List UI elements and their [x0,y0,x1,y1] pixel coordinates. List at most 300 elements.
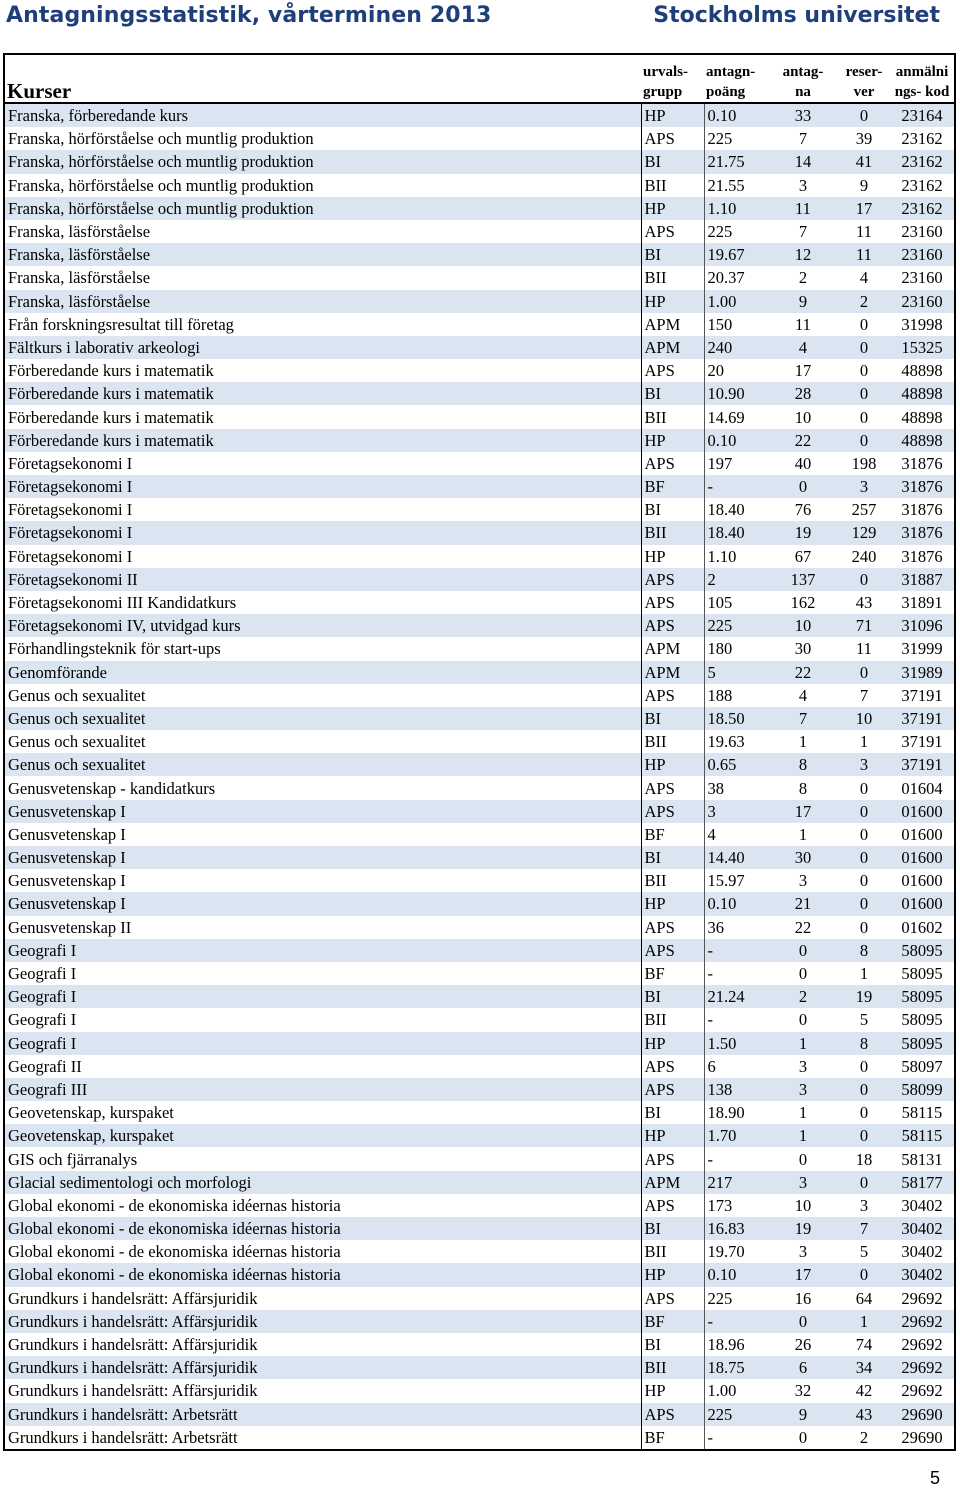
admission-points-cell: 0.10 [704,1263,768,1286]
selection-group-cell: APS [641,452,704,475]
admitted-cell: 1 [768,823,838,846]
selection-group-cell: APS [641,568,704,591]
course-name-cell: Grundkurs i handelsrätt: Affärsjuridik [5,1356,641,1379]
course-name-cell: Geovetenskap, kurspaket [5,1101,641,1124]
course-name-cell: Geografi III [5,1078,641,1101]
reserves-cell: 19 [838,985,890,1008]
reserves-cell: 1 [838,1310,890,1333]
selection-group-cell: HP [641,197,704,220]
application-code-cell: 31876 [890,475,954,498]
application-code-cell: 58095 [890,962,954,985]
selection-group-cell: HP [641,1263,704,1286]
application-code-cell: 31876 [890,498,954,521]
admission-points-cell: 10.90 [704,382,768,405]
admission-points-cell: - [704,475,768,498]
table-row [5,614,954,637]
table-header-row [5,55,954,103]
admitted-cell: 0 [768,939,838,962]
selection-group-cell: BI [641,985,704,1008]
reserves-cell: 0 [838,359,890,382]
admitted-cell: 40 [768,452,838,475]
admission-points-cell: 4 [704,823,768,846]
admitted-cell: 4 [768,336,838,359]
reserves-cell: 0 [838,1078,890,1101]
document-title: Antagningsstatistik, vårterminen 2013 [6,3,492,28]
course-name-cell: Genusvetenskap I [5,892,641,915]
admitted-cell: 19 [768,521,838,544]
application-code-cell: 48898 [890,359,954,382]
reserves-cell: 5 [838,1240,890,1263]
application-code-cell: 23164 [890,103,954,127]
table-row [5,521,954,544]
admission-points-cell: 6 [704,1055,768,1078]
admitted-cell: 11 [768,313,838,336]
course-name-cell: Franska, läsförståelse [5,220,641,243]
admission-points-cell: - [704,1310,768,1333]
course-name-cell: Franska, läsförståelse [5,243,641,266]
admission-points-cell: 225 [704,1403,768,1426]
admission-points-cell: 240 [704,336,768,359]
admission-points-cell: 18.75 [704,1356,768,1379]
selection-group-cell: BI [641,498,704,521]
admitted-cell: 32 [768,1379,838,1402]
admitted-cell: 9 [768,1403,838,1426]
reserves-cell: 11 [838,220,890,243]
admitted-cell: 1 [768,1124,838,1147]
reserves-cell: 0 [838,1263,890,1286]
course-name-cell: Grundkurs i handelsrätt: Affärsjuridik [5,1310,641,1333]
selection-group-cell: HP [641,892,704,915]
application-code-cell: 58095 [890,985,954,1008]
selection-group-cell: BF [641,962,704,985]
selection-group-cell: BF [641,823,704,846]
admitted-cell: 3 [768,174,838,197]
course-name-cell: Förberedande kurs i matematik [5,359,641,382]
table-row [5,591,954,614]
reserves-cell: 4 [838,266,890,289]
application-code-cell: 23162 [890,197,954,220]
application-code-cell: 29692 [890,1379,954,1402]
admitted-cell: 11 [768,197,838,220]
admission-points-cell: 1.70 [704,1124,768,1147]
course-name-cell: Global ekonomi - de ekonomiska idéernas historia [5,1263,641,1286]
selection-group-cell: BI [641,1333,704,1356]
table-row [5,243,954,266]
admitted-cell: 28 [768,382,838,405]
reserves-cell: 0 [838,336,890,359]
selection-group-cell: HP [641,1032,704,1055]
course-name-cell: Grundkurs i handelsrätt: Arbetsrätt [5,1426,641,1449]
reserves-cell: 39 [838,127,890,150]
table-row [5,127,954,150]
selection-group-cell: BF [641,1310,704,1333]
application-code-cell: 31989 [890,661,954,684]
reserves-cell: 18 [838,1147,890,1170]
selection-group-cell: BI [641,243,704,266]
application-code-cell: 15325 [890,336,954,359]
reserves-cell: 64 [838,1287,890,1310]
admitted-cell: 8 [768,753,838,776]
reserves-cell: 0 [838,429,890,452]
reserves-cell: 257 [838,498,890,521]
selection-group-cell: HP [641,753,704,776]
table-row [5,452,954,475]
application-code-cell: 31999 [890,637,954,660]
admission-points-cell: 180 [704,637,768,660]
admitted-cell: 3 [768,1171,838,1194]
reserves-cell: 2 [838,1426,890,1449]
selection-group-cell: BI [641,846,704,869]
table-row [5,103,954,127]
course-name-cell: Genusvetenskap I [5,846,641,869]
reserves-cell: 0 [838,313,890,336]
table-row [5,869,954,892]
table-row [5,800,954,823]
application-code-cell: 48898 [890,405,954,428]
selection-group-cell: APM [641,1171,704,1194]
course-name-cell: Företagsekonomi I [5,452,641,475]
admitted-cell: 17 [768,800,838,823]
admitted-cell: 0 [768,1147,838,1170]
admitted-cell: 3 [768,1055,838,1078]
course-name-cell: Geografi I [5,962,641,985]
course-name-cell: Förberedande kurs i matematik [5,405,641,428]
admission-points-cell: 15.97 [704,869,768,892]
admission-points-cell: - [704,962,768,985]
selection-group-cell: APS [641,1194,704,1217]
table-row [5,962,954,985]
selection-group-cell: APS [641,127,704,150]
course-name-cell: Grundkurs i handelsrätt: Affärsjuridik [5,1379,641,1402]
table-row [5,382,954,405]
application-code-cell: 30402 [890,1217,954,1240]
course-name-cell: Geografi I [5,939,641,962]
admitted-cell: 6 [768,1356,838,1379]
application-code-cell: 30402 [890,1194,954,1217]
table-row [5,568,954,591]
course-name-cell: Franska, hörförståelse och muntlig produktion [5,197,641,220]
admission-points-cell: 16.83 [704,1217,768,1240]
table-row [5,498,954,521]
course-name-cell: Genomförande [5,661,641,684]
course-name-cell: Företagsekonomi I [5,498,641,521]
table-row [5,1379,954,1402]
selection-group-cell: HP [641,290,704,313]
application-code-cell: 23160 [890,243,954,266]
admitted-cell: 76 [768,498,838,521]
selection-group-cell: APS [641,1287,704,1310]
course-name-cell: Franska, hörförståelse och muntlig produktion [5,127,641,150]
application-code-cell: 01600 [890,846,954,869]
admitted-cell: 4 [768,684,838,707]
admission-points-cell: 18.40 [704,521,768,544]
application-code-cell: 58115 [890,1124,954,1147]
table-row [5,1032,954,1055]
table-row [5,892,954,915]
header-admission-points: antagn- poäng [704,55,768,103]
reserves-cell: 0 [838,800,890,823]
reserves-cell: 0 [838,846,890,869]
admitted-cell: 2 [768,985,838,1008]
course-name-cell: Genus och sexualitet [5,684,641,707]
admission-points-cell: - [704,1147,768,1170]
course-name-cell: Grundkurs i handelsrätt: Affärsjuridik [5,1333,641,1356]
admission-points-cell: 2 [704,568,768,591]
table-row [5,266,954,289]
admitted-cell: 137 [768,568,838,591]
table-row [5,1356,954,1379]
course-name-cell: Genusvetenskap I [5,869,641,892]
selection-group-cell: APS [641,800,704,823]
admitted-cell: 10 [768,405,838,428]
course-name-cell: Genus och sexualitet [5,707,641,730]
admitted-cell: 30 [768,846,838,869]
table-row [5,1101,954,1124]
application-code-cell: 30402 [890,1240,954,1263]
header-course: Kurser [5,55,641,103]
table-row [5,1426,954,1449]
application-code-cell: 31096 [890,614,954,637]
admission-points-cell: 1.10 [704,197,768,220]
selection-group-cell: BII [641,405,704,428]
course-name-cell: Global ekonomi - de ekonomiska idéernas historia [5,1217,641,1240]
course-name-cell: Geovetenskap, kurspaket [5,1124,641,1147]
table-row [5,637,954,660]
admission-points-cell: 0.65 [704,753,768,776]
table-row [5,916,954,939]
table-row [5,661,954,684]
application-code-cell: 58095 [890,939,954,962]
reserves-cell: 8 [838,1032,890,1055]
application-code-cell: 58177 [890,1171,954,1194]
reserves-cell: 74 [838,1333,890,1356]
admitted-cell: 12 [768,243,838,266]
admission-points-cell: 1.00 [704,1379,768,1402]
course-name-cell: Franska, hörförståelse och muntlig produktion [5,174,641,197]
reserves-cell: 0 [838,823,890,846]
application-code-cell: 01600 [890,800,954,823]
table-row [5,475,954,498]
header-reserves: reser- ver [838,55,890,103]
reserves-cell: 0 [838,892,890,915]
course-name-cell: GIS och fjärranalys [5,1147,641,1170]
table-row [5,730,954,753]
selection-group-cell: BF [641,475,704,498]
selection-group-cell: BI [641,382,704,405]
admission-points-cell: 0.10 [704,429,768,452]
course-name-cell: Franska, läsförståelse [5,266,641,289]
reserves-cell: 41 [838,150,890,173]
course-name-cell: Förberedande kurs i matematik [5,429,641,452]
selection-group-cell: APM [641,336,704,359]
table-row [5,1147,954,1170]
admission-points-cell: 173 [704,1194,768,1217]
admission-points-cell: - [704,939,768,962]
table-row [5,174,954,197]
course-name-cell: Geografi I [5,985,641,1008]
admitted-cell: 22 [768,916,838,939]
admission-points-cell: 225 [704,220,768,243]
reserves-cell: 42 [838,1379,890,1402]
admission-points-cell: 0.10 [704,892,768,915]
table-row [5,1263,954,1286]
table-row [5,1078,954,1101]
admission-points-cell: 18.50 [704,707,768,730]
selection-group-cell: BII [641,174,704,197]
application-code-cell: 37191 [890,753,954,776]
table-row [5,359,954,382]
admission-points-cell: 20 [704,359,768,382]
admitted-cell: 0 [768,1310,838,1333]
admission-points-cell: 19.70 [704,1240,768,1263]
reserves-cell: 7 [838,1217,890,1240]
application-code-cell: 31887 [890,568,954,591]
selection-group-cell: APM [641,313,704,336]
application-code-cell: 31876 [890,545,954,568]
table-row [5,776,954,799]
admitted-cell: 21 [768,892,838,915]
admitted-cell: 1 [768,1101,838,1124]
reserves-cell: 129 [838,521,890,544]
course-name-cell: Genusvetenskap I [5,823,641,846]
application-code-cell: 58095 [890,1008,954,1031]
reserves-cell: 11 [838,637,890,660]
table-row [5,220,954,243]
selection-group-cell: HP [641,1124,704,1147]
admitted-cell: 1 [768,1032,838,1055]
reserves-cell: 0 [838,1171,890,1194]
course-name-cell: Från forskningsresultat till företag [5,313,641,336]
reserves-cell: 0 [838,869,890,892]
table-row [5,753,954,776]
admission-points-cell: 21.75 [704,150,768,173]
table-row [5,1124,954,1147]
reserves-cell: 0 [838,661,890,684]
admitted-cell: 30 [768,637,838,660]
application-code-cell: 31998 [890,313,954,336]
selection-group-cell: BF [641,1426,704,1449]
application-code-cell: 37191 [890,684,954,707]
admission-points-cell: - [704,1426,768,1449]
reserves-cell: 0 [838,1101,890,1124]
reserves-cell: 0 [838,382,890,405]
admitted-cell: 0 [768,962,838,985]
reserves-cell: 34 [838,1356,890,1379]
reserves-cell: 1 [838,730,890,753]
selection-group-cell: APS [641,614,704,637]
course-name-cell: Företagsekonomi IV, utvidgad kurs [5,614,641,637]
selection-group-cell: HP [641,545,704,568]
admission-points-cell: 14.69 [704,405,768,428]
reserves-cell: 11 [838,243,890,266]
admitted-cell: 22 [768,661,838,684]
selection-group-cell: BI [641,707,704,730]
admission-points-cell: 36 [704,916,768,939]
course-name-cell: Företagsekonomi I [5,475,641,498]
course-name-cell: Förberedande kurs i matematik [5,382,641,405]
admission-points-cell: 14.40 [704,846,768,869]
reserves-cell: 2 [838,290,890,313]
admitted-cell: 0 [768,1426,838,1449]
application-code-cell: 30402 [890,1263,954,1286]
reserves-cell: 71 [838,614,890,637]
reserves-cell: 9 [838,174,890,197]
course-name-cell: Global ekonomi - de ekonomiska idéernas historia [5,1240,641,1263]
selection-group-cell: BI [641,1101,704,1124]
table-row [5,150,954,173]
admission-points-cell: 18.40 [704,498,768,521]
reserves-cell: 240 [838,545,890,568]
application-code-cell: 48898 [890,429,954,452]
course-name-cell: Genusvetenskap - kandidatkurs [5,776,641,799]
course-name-cell: Geografi I [5,1008,641,1031]
course-name-cell: Grundkurs i handelsrätt: Arbetsrätt [5,1403,641,1426]
selection-group-cell: APS [641,939,704,962]
table-row [5,1403,954,1426]
application-code-cell: 58097 [890,1055,954,1078]
course-name-cell: Franska, läsförståelse [5,290,641,313]
selection-group-cell: APS [641,1403,704,1426]
admitted-cell: 0 [768,1008,838,1031]
header-selection-group: urvals- grupp [641,55,704,103]
admitted-cell: 9 [768,290,838,313]
header-admitted: antag- na [768,55,838,103]
admitted-cell: 14 [768,150,838,173]
application-code-cell: 01602 [890,916,954,939]
application-code-cell: 58095 [890,1032,954,1055]
admission-points-cell: 19.63 [704,730,768,753]
application-code-cell: 37191 [890,730,954,753]
application-code-cell: 01600 [890,869,954,892]
selection-group-cell: APS [641,776,704,799]
admitted-cell: 8 [768,776,838,799]
application-code-cell: 23162 [890,127,954,150]
course-name-cell: Fältkurs i laborativ arkeologi [5,336,641,359]
table-row [5,1217,954,1240]
course-name-cell: Genusvetenskap II [5,916,641,939]
table-row [5,290,954,313]
selection-group-cell: APS [641,359,704,382]
admitted-cell: 7 [768,707,838,730]
reserves-cell: 10 [838,707,890,730]
table-row [5,405,954,428]
application-code-cell: 29692 [890,1310,954,1333]
page-header [0,0,960,36]
reserves-cell: 5 [838,1008,890,1031]
application-code-cell: 31876 [890,521,954,544]
selection-group-cell: APS [641,220,704,243]
admission-points-cell: 38 [704,776,768,799]
selection-group-cell: BII [641,1240,704,1263]
selection-group-cell: BII [641,266,704,289]
admission-points-cell: 18.96 [704,1333,768,1356]
admitted-cell: 7 [768,127,838,150]
admitted-cell: 26 [768,1333,838,1356]
course-name-cell: Geografi I [5,1032,641,1055]
table-row [5,939,954,962]
admission-points-cell: 225 [704,614,768,637]
admission-points-cell: 225 [704,1287,768,1310]
table-row [5,545,954,568]
selection-group-cell: BI [641,150,704,173]
selection-group-cell: APS [641,591,704,614]
reserves-cell: 43 [838,591,890,614]
selection-group-cell: HP [641,1379,704,1402]
selection-group-cell: BII [641,869,704,892]
table-row [5,1287,954,1310]
application-code-cell: 29692 [890,1356,954,1379]
selection-group-cell: BI [641,1217,704,1240]
